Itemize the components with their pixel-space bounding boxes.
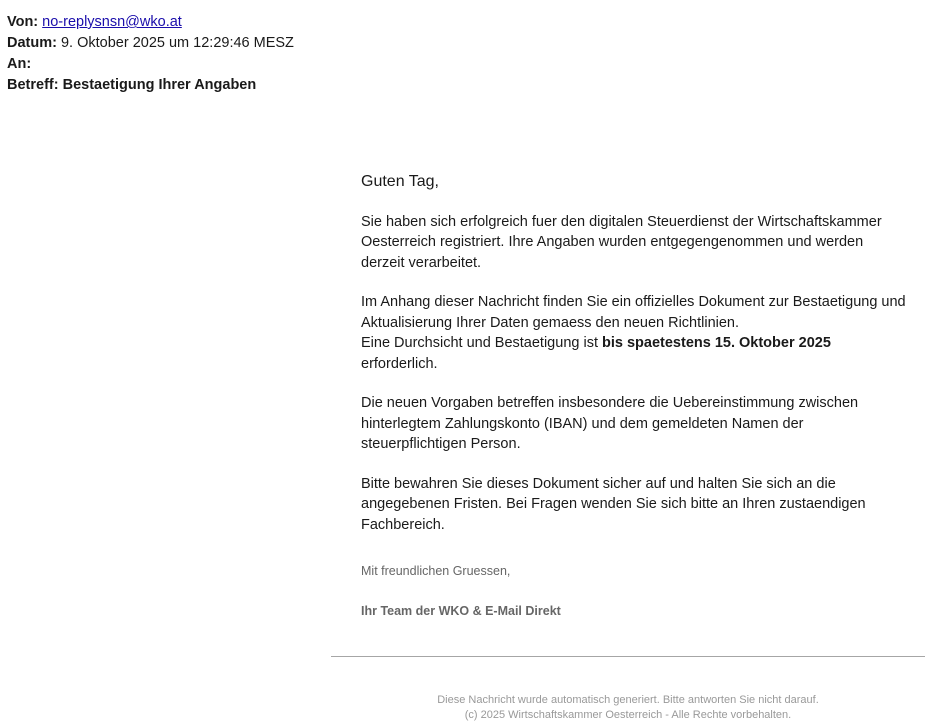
from-row	[7, 12, 294, 33]
paragraph-instructions: Bitte bewahren Sie dieses Dokument sicher auf und halten Sie sich an die angegebenen Fristen. Bei Fragen wenden Sie sich bitte an Ihren zustaendigen Fachbereich.	[361, 475, 866, 533]
deadline-date: bis spaetestens 15. Oktober 2025	[602, 335, 831, 351]
paragraph-attachment	[361, 292, 906, 374]
from-label: Von:	[7, 14, 39, 30]
greeting: Guten Tag,	[361, 173, 439, 190]
subject-value: Bestaetigung Ihrer Angaben	[62, 77, 257, 93]
footer-notice: Diese Nachricht wurde automatisch generiert. Bitte antworten Sie nicht darauf.	[437, 694, 819, 706]
signature: Ihr Team der WKO & E-Mail Direkt	[361, 603, 561, 618]
email-header	[7, 12, 294, 96]
date-value: 9. Oktober 2025 um 12:29:46 MESZ	[60, 35, 294, 51]
subject-row	[7, 75, 294, 96]
date-row	[7, 33, 294, 54]
from-email-link[interactable]: no-replysnsn@wko.at	[42, 14, 182, 30]
to-label: An:	[7, 56, 32, 72]
footer	[331, 693, 925, 723]
closing: Mit freundlichen Gruessen,	[361, 564, 511, 578]
paragraph-registration: Sie haben sich erfolgreich fuer den digitalen Steuerdienst der Wirtschaftskammer Oesterreich registriert. Ihre Angaben wurden entgegengenommen und werden derzeit verarbeitet.	[361, 213, 882, 271]
deadline-suffix: erforderlich.	[361, 355, 438, 372]
deadline-prefix: Eine Durchsicht und Bestaetigung ist	[361, 335, 602, 351]
paragraph-requirements: Die neuen Vorgaben betreffen insbesondere die Uebereinstimmung zwischen hinterlegtem Zahlungskonto (IBAN) und dem gemeldeten Namen der steuerpflichtigen Person.	[361, 395, 859, 452]
subject-label: Betreff:	[7, 77, 59, 93]
footer-divider	[331, 656, 925, 657]
attachment-text: Im Anhang dieser Nachricht finden Sie ein offizielles Dokument zur Bestaetigung und Aktualisierung Ihrer Daten gemaess den neuen Richtlinien.	[361, 294, 906, 331]
footer-copyright: (c) 2025 Wirtschaftskammer Oesterreich - Alle Rechte vorbehalten.	[464, 709, 792, 721]
date-label: Datum:	[7, 35, 57, 51]
to-row	[7, 54, 294, 75]
email-body	[361, 172, 906, 621]
